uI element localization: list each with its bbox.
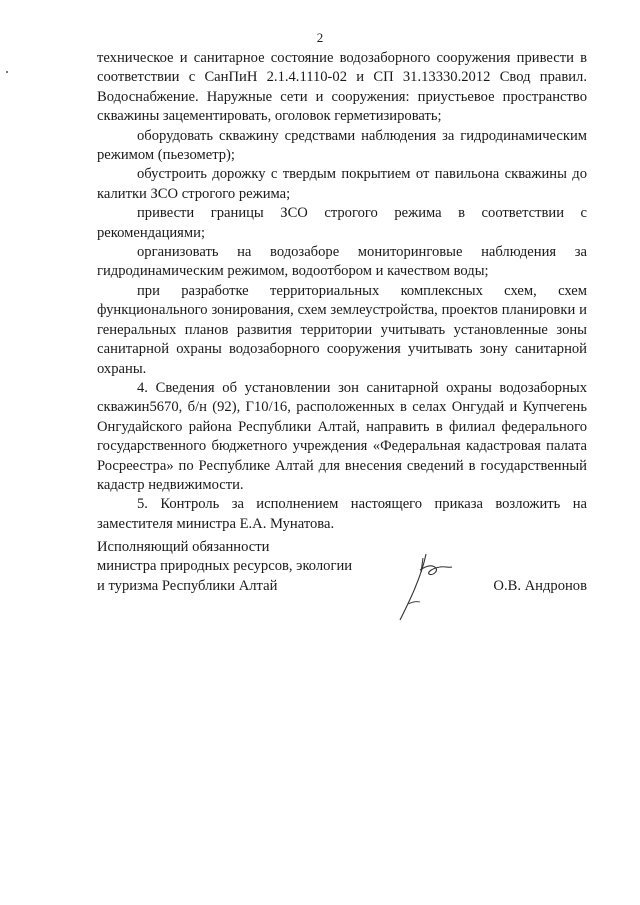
paragraph-planning: при разработке территориальных комплексных схем, схем функционального зонирования, схем землеустройства, проектов планировки и генеральных планов развития территории учитывать установленные зоны санитарной охраны водозаборного сооружения учитывать зону санитарной охраны. <box>97 282 587 377</box>
signatory-title-line: министра природных ресурсов, экологии <box>97 558 353 575</box>
handwritten-signature <box>396 550 456 625</box>
signatory-title-line: и туризма Республики Алтай <box>97 577 278 594</box>
page-number: 2 <box>316 30 324 45</box>
paragraph-pathway: обустроить дорожку с твердым покрытием от павильона скважины до калитки ЗСО строгого режима; <box>97 166 587 202</box>
paragraph-item-5: 5. Контроль за исполнением настоящего приказа возложить на заместителя министра Е.А. Мунатова. <box>97 496 587 532</box>
margin-mark <box>6 71 8 73</box>
signatory-name: О.В. Андронов <box>493 577 587 594</box>
paragraph-item-4: 4. Сведения об установлении зон санитарной охраны водозаборных скважин5670, б/н (92), Г10/16, расположенных в селах Онгудай и Купчегень Онгудайского района Республики Алтай, направить в филиал федерального государственного бюджетного учреждения «Федеральная кадастровая палата Росреестра» по Республике Алтай для внесения сведений в государственный кадастр недвижимости. <box>97 379 587 493</box>
paragraph-monitoring: организовать на водозаборе мониторинговые наблюдения за гидродинамическим режимом, водоотбором и качеством воды; <box>97 244 587 280</box>
signature-block <box>97 538 587 596</box>
paragraph-well-condition: техническое и санитарное состояние водозаборного сооружения привести в соответствии с СанПиН 2.1.4.1110-02 и СП 31.13330.2012 Свод правил. Водоснабжение. Наружные сети и сооружения: приустьевое пространство скважины зацементировать, оголовок герметизировать; <box>97 50 587 125</box>
paragraph-piezometer: оборудовать скважину средствами наблюдения за гидродинамическим режимом (пьезометр); <box>97 127 587 164</box>
signatory-title-line: Исполняющий обязанности <box>97 539 270 555</box>
paragraph-zso-boundaries: привести границы ЗСО строгого режима в соответствии с рекомендациями; <box>97 205 587 241</box>
document-body <box>97 49 587 534</box>
